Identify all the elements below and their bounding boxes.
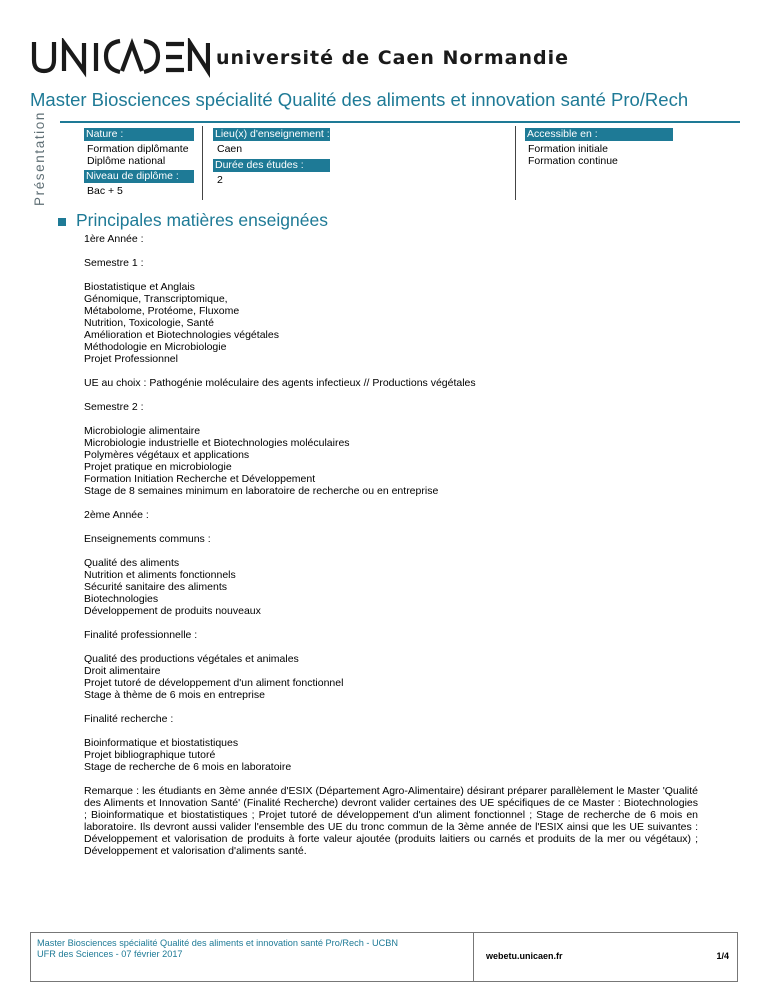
duree-value: 2	[217, 174, 223, 186]
list-item: Stage de 8 semaines minimum en laboratoire de recherche ou en entreprise	[84, 485, 439, 497]
list-item: Bioinformatique et biostatistiques	[84, 737, 239, 749]
list-item: Stage à thème de 6 mois en entreprise	[84, 689, 265, 701]
list-item: Projet bibliographique tutoré	[84, 749, 216, 761]
duree-label: Durée des études :	[213, 159, 330, 172]
list-item: Métabolome, Protéome, Fluxome	[84, 305, 240, 317]
remark-paragraph: Remarque : les étudiants en 3ème année d'ESIX (Département Agro-Alimentaire) désirant préparer parallèlement le Master 'Qualité des Aliments et Innovation Santé' (Finalité Recherche) devront valider certaines des UE spécifiques de ce Master : Biotechnologies ; Bioinformatique et biostatistiques ; Projet tutoré de développement d'un aliment fonctionnel ; Stage de recherche de 6 mois en laboratoire. Ils devront aussi valider l'ensemble des UE du tronc commun de la 3ème année de l'ESIX ainsi que les UE suivantes : Développement et valorisation de produits à forte valeur ajoutée (produits laitiers ou carnés et produits de la mer ou végétaux) ; Développement et valorisation d'aliments santé.	[84, 785, 698, 857]
accessible-label: Accessible en :	[525, 128, 673, 141]
lieu-value: Caen	[217, 143, 243, 155]
list-item: Projet tutoré de développement d'un aliment fonctionnel	[84, 677, 344, 689]
semester-heading: Semestre 1 :	[84, 257, 144, 269]
list-item: Nutrition, Toxicologie, Santé	[84, 317, 214, 329]
subsection-heading: Enseignements communs :	[84, 533, 211, 545]
year-heading: 1ère Année :	[84, 233, 144, 245]
side-label: Présentation	[32, 111, 47, 206]
footer-info	[37, 938, 398, 960]
info-divider	[515, 126, 516, 200]
ue-choice: UE au choix : Pathogénie moléculaire des agents infectieux // Productions végétales	[84, 377, 476, 389]
nature-label: Nature :	[84, 128, 194, 141]
header	[30, 38, 750, 78]
university-name: université de Caen Normandie	[216, 47, 569, 69]
list-item: Qualité des productions végétales et animales	[84, 653, 299, 665]
section-heading	[58, 208, 328, 232]
semester-heading: Semestre 2 :	[84, 401, 144, 413]
list-item: Droit alimentaire	[84, 665, 161, 677]
nature-value-2: Diplôme national	[87, 155, 166, 167]
list-item: Stage de recherche de 6 mois en laboratoire	[84, 761, 292, 773]
footer-line-2: UFR des Sciences - 07 février 2017	[37, 949, 183, 959]
list-item: Sécurité sanitaire des aliments	[84, 581, 227, 593]
list-item: Amélioration et Biotechnologies végétales	[84, 329, 279, 341]
subsection-heading: Finalité recherche :	[84, 713, 174, 725]
info-divider	[202, 126, 203, 200]
niveau-value: Bac + 5	[87, 185, 123, 197]
list-item: Génomique, Transcriptomique,	[84, 293, 228, 305]
section-content	[84, 233, 698, 857]
footer-website-link[interactable]: webetu.unicaen.fr	[486, 951, 563, 961]
page-number: 1/4	[716, 951, 729, 961]
accessible-value-1: Formation initiale	[528, 143, 608, 155]
footer-divider	[473, 933, 474, 981]
list-item: Microbiologie industrielle et Biotechnologies moléculaires	[84, 437, 350, 449]
list-item: Qualité des aliments	[84, 557, 180, 569]
list-item: Biotechnologies	[84, 593, 159, 605]
unicaen-logo	[30, 38, 210, 78]
list-item: Microbiologie alimentaire	[84, 425, 201, 437]
square-bullet-icon	[58, 218, 66, 226]
subsection-heading: Finalité professionnelle :	[84, 629, 198, 641]
niveau-label: Niveau de diplôme :	[84, 170, 194, 183]
list-item: Méthodologie en Microbiologie	[84, 341, 227, 353]
list-item: Nutrition et aliments fonctionnels	[84, 569, 236, 581]
nature-value-1: Formation diplômante	[87, 143, 189, 155]
list-item: Développement de produits nouveaux	[84, 605, 261, 617]
year-heading: 2ème Année :	[84, 509, 149, 521]
list-item: Biostatistique et Anglais	[84, 281, 195, 293]
list-item: Formation Initiation Recherche et Développement	[84, 473, 316, 485]
section-title: Principales matières enseignées	[76, 209, 328, 230]
lieu-label: Lieu(x) d'enseignement :	[215, 128, 330, 140]
accessible-value-2: Formation continue	[528, 155, 618, 167]
list-item: Polymères végétaux et applications	[84, 449, 250, 461]
title-divider	[60, 121, 740, 123]
footer-line-1: Master Biosciences spécialité Qualité des aliments et innovation santé Pro/Rech - UCBN	[37, 938, 399, 948]
list-item: Projet Professionnel	[84, 353, 178, 365]
footer	[30, 932, 738, 982]
list-item: Projet pratique en microbiologie	[84, 461, 232, 473]
page-title: Master Biosciences spécialité Qualité des aliments et innovation santé Pro/Rech	[30, 89, 689, 110]
